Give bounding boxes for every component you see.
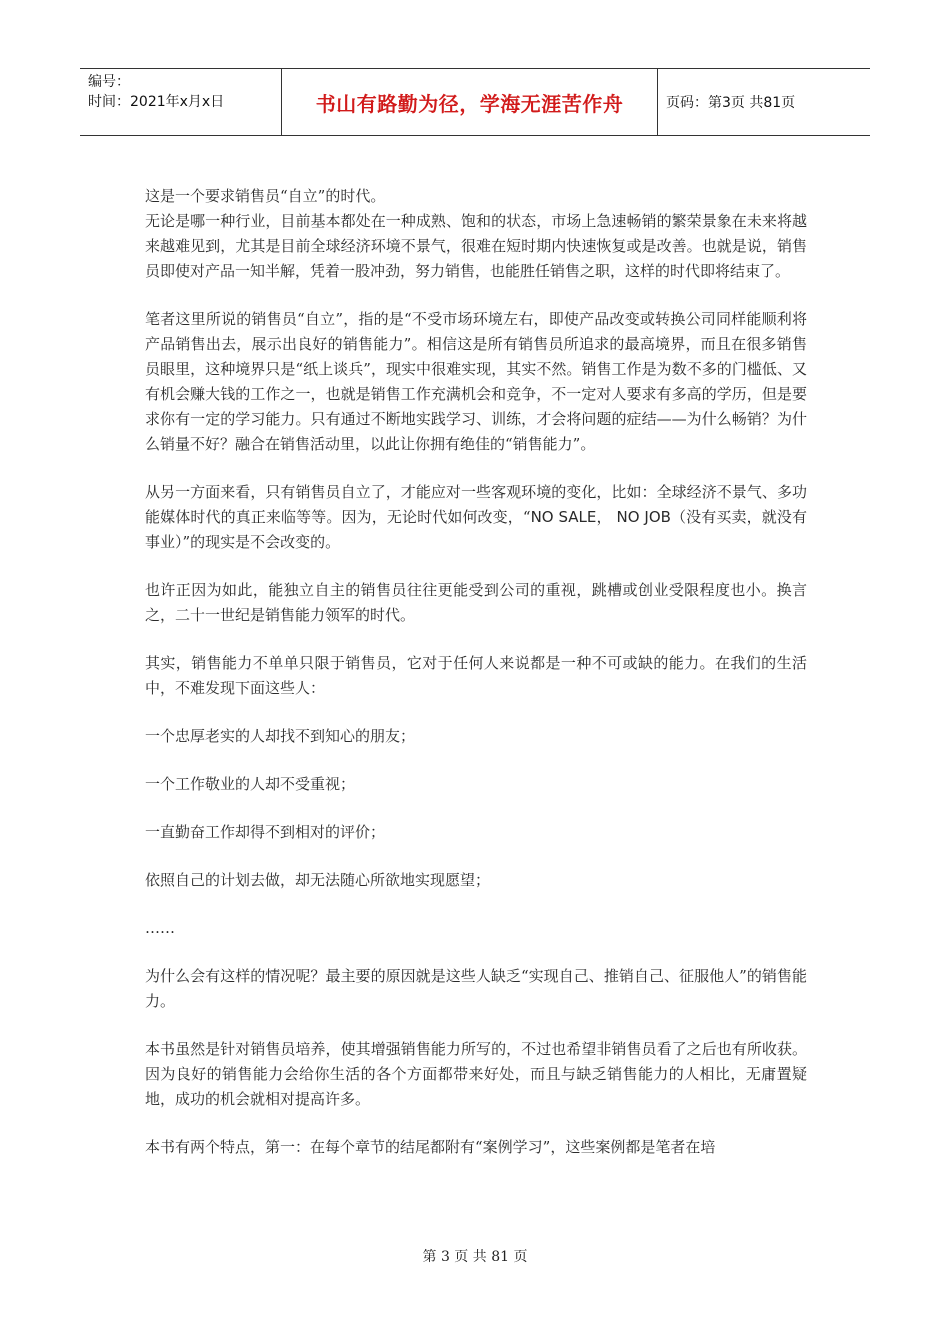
paragraph: 笔者这里所说的销售员“自立”，指的是“不受市场环境左右，即使产品改变或转换公司同样能顺利将产品销售出去，展示出良好的销售能力”。相信这是所有销售员所追求的最高境界，而且在很多销售员眼里，这种境界只是“纸上谈兵”，现实中很难实现，其实不然。销售工作是为数不多的门槛低、又有机会赚大钱的工作之一，也就是销售工作充满机会和竞争，不一定对人要求有多高的学历，但是要求你有一定的学习能力。只有通过不断地实践学习、训练，才会将问题的症结——为什么畅销？为什么销量不好？融合在销售活动里，以此让你拥有绝佳的“销售能力”。 xyxy=(145,310,807,453)
list-line: 一直勤奋工作却得不到相对的评价； xyxy=(145,823,386,841)
list-line: 一个忠厚老实的人却找不到知心的朋友； xyxy=(145,727,416,745)
paragraph: 本书有两个特点，第一：在每个章节的结尾都附有“案例学习”，这些案例都是笔者在培 xyxy=(145,1138,716,1156)
list-line: 依照自己的计划去做，却无法随心所欲地实现愿望； xyxy=(145,871,491,889)
paragraph: 其实，销售能力不单单只限于销售员，它对于任何人来说都是一种不可或缺的能力。在我们的生活中，不难发现下面这些人： xyxy=(145,654,807,697)
paragraph: 本书虽然是针对销售员培养，使其增强销售能力所写的，不过也希望非销售员看了之后也有所收获。因为良好的销售能力会给你生活的各个方面都带来好处，而且与缺乏销售能力的人相比，无庸置疑地，成功的机会就相对提高许多。 xyxy=(145,1040,807,1108)
list-line: 一个工作敬业的人却不受重视； xyxy=(145,775,356,793)
number-label: 编号： xyxy=(88,74,130,90)
paragraph xyxy=(145,480,807,555)
no-sale-no-job: NO SALE， NO JOB xyxy=(530,508,671,526)
header-motto: 书山有路勤为径，学海无涯苦作舟 xyxy=(282,69,658,135)
header-meta xyxy=(80,69,282,135)
header-page-info: 页码：第3页 共81页 xyxy=(666,95,796,111)
ellipsis: …… xyxy=(145,919,175,937)
page-header xyxy=(80,68,870,136)
paragraph: 也许正因为如此，能独立自主的销售员往往更能受到公司的重视，跳槽或创业受限程度也小。换言之，二十一世纪是销售能力领军的时代。 xyxy=(145,581,807,624)
paragraph: 无论是哪一种行业，目前基本都处在一种成熟、饱和的状态，市场上急速畅销的繁荣景象在未来将越来越难见到，尤其是目前全球经济环境不景气，很难在短时期内快速恢复或是改善。也就是说，销售员即使对产品一知半解，凭着一股冲劲，努力销售，也能胜任销售之职，这样的时代即将结束了。 xyxy=(145,212,807,280)
paragraph-text: （没有买卖，就没有事业）”的现实是不会改变的。 xyxy=(145,508,807,551)
footer-page-number: 第 3 页 共 81 页 xyxy=(422,1249,528,1265)
document-body xyxy=(145,184,807,1160)
paragraph: 为什么会有这样的情况呢？最主要的原因就是这些人缺乏“实现自己、推销自己、征服他人”的销售能力。 xyxy=(145,967,807,1010)
paragraph-text: 从另一方面来看，只有销售员自立了，才能应对一些客观环境的变化，比如：全球经济不景气、多功能媒体时代的真正来临等等。因为，无论时代如何改变，“ xyxy=(145,483,807,526)
page-footer xyxy=(0,1246,950,1266)
time-label: 时间：2021年x月x日 xyxy=(88,94,225,110)
paragraph: 这是一个要求销售员“自立”的时代。 xyxy=(145,187,386,205)
